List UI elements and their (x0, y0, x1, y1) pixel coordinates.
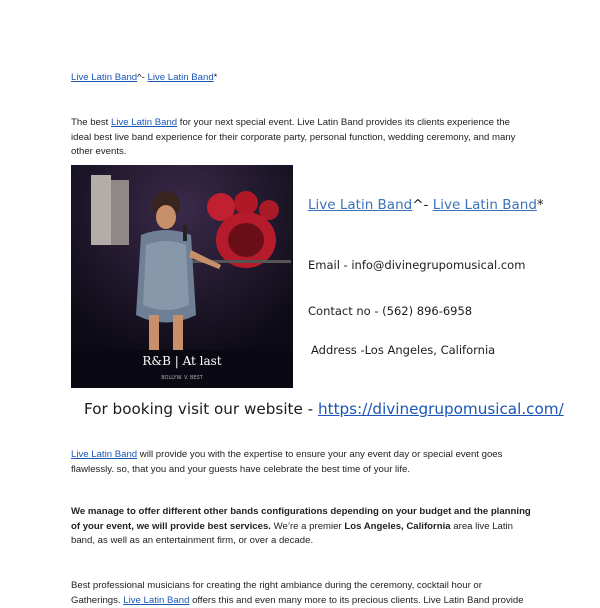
booking-website-link[interactable]: https://divinegrupomusical.com/ (317, 400, 564, 418)
booking-line (84, 400, 564, 418)
side-title-star: * (536, 197, 544, 213)
para3-text2: offers this and even many more to its precious clients. Live Latin Band provide (189, 594, 524, 606)
header-separator: ^- (137, 72, 148, 83)
singer-illustration (71, 165, 293, 388)
intro-pre: The best (71, 117, 111, 128)
side-title-link-1[interactable]: Live Latin Band (308, 197, 413, 213)
intro-link[interactable]: Live Latin Band (111, 117, 178, 128)
contact-line: Contact no - (562) 896-6958 (308, 304, 473, 318)
side-title-link-2[interactable]: Live Latin Band (432, 197, 537, 213)
side-title-separator: ^- (412, 197, 433, 213)
intro-post: for your next special event. Live Latin Band provides its clients experience the ideal best live band experience for their corporate party, personal function, wedding ceremony, and many other events. (71, 117, 516, 158)
header-line (71, 71, 531, 86)
email-line: Email - info@divinegrupomusical.com (308, 258, 526, 272)
para2-text2: area live Latin band, as well as an entertainment firm, or over a decade. (71, 520, 514, 547)
side-title (308, 197, 544, 213)
paragraph-musicians (71, 579, 531, 608)
para2-bold-location: Los Angeles, California (344, 520, 451, 532)
para3-link[interactable]: Live Latin Band (123, 594, 190, 606)
para1-text: will provide you with the expertise to ensure your any event day or special event goes flawlessly. so, that you and your guests have celebrate the best time of your life. (71, 449, 503, 475)
para2-bold: We manage to offer different other bands configurations depending on your budget and the planning of your event, we will provide best services. (71, 506, 531, 532)
address-line: Address -Los Angeles, California (311, 343, 496, 357)
photo-subcaption: BOLLYW. V. BEST (161, 375, 203, 381)
photo-caption: R&B | At last (142, 354, 222, 368)
header-link-1[interactable]: Live Latin Band (71, 72, 138, 83)
paragraph-configurations (71, 505, 531, 549)
header-link-2[interactable]: Live Latin Band (147, 72, 214, 83)
booking-pre: For booking visit our website - (84, 400, 318, 418)
para1-link[interactable]: Live Latin Band (71, 449, 138, 460)
header-star: * (213, 72, 218, 83)
paragraph-expertise (71, 448, 531, 477)
intro-paragraph (71, 116, 531, 160)
band-singer-photo (71, 165, 293, 388)
para3-text1: Best professional musicians for creating the right ambiance during the ceremony, cocktail hour or Gatherings. (71, 580, 482, 606)
para2-text1: We’re a premier (270, 520, 345, 532)
